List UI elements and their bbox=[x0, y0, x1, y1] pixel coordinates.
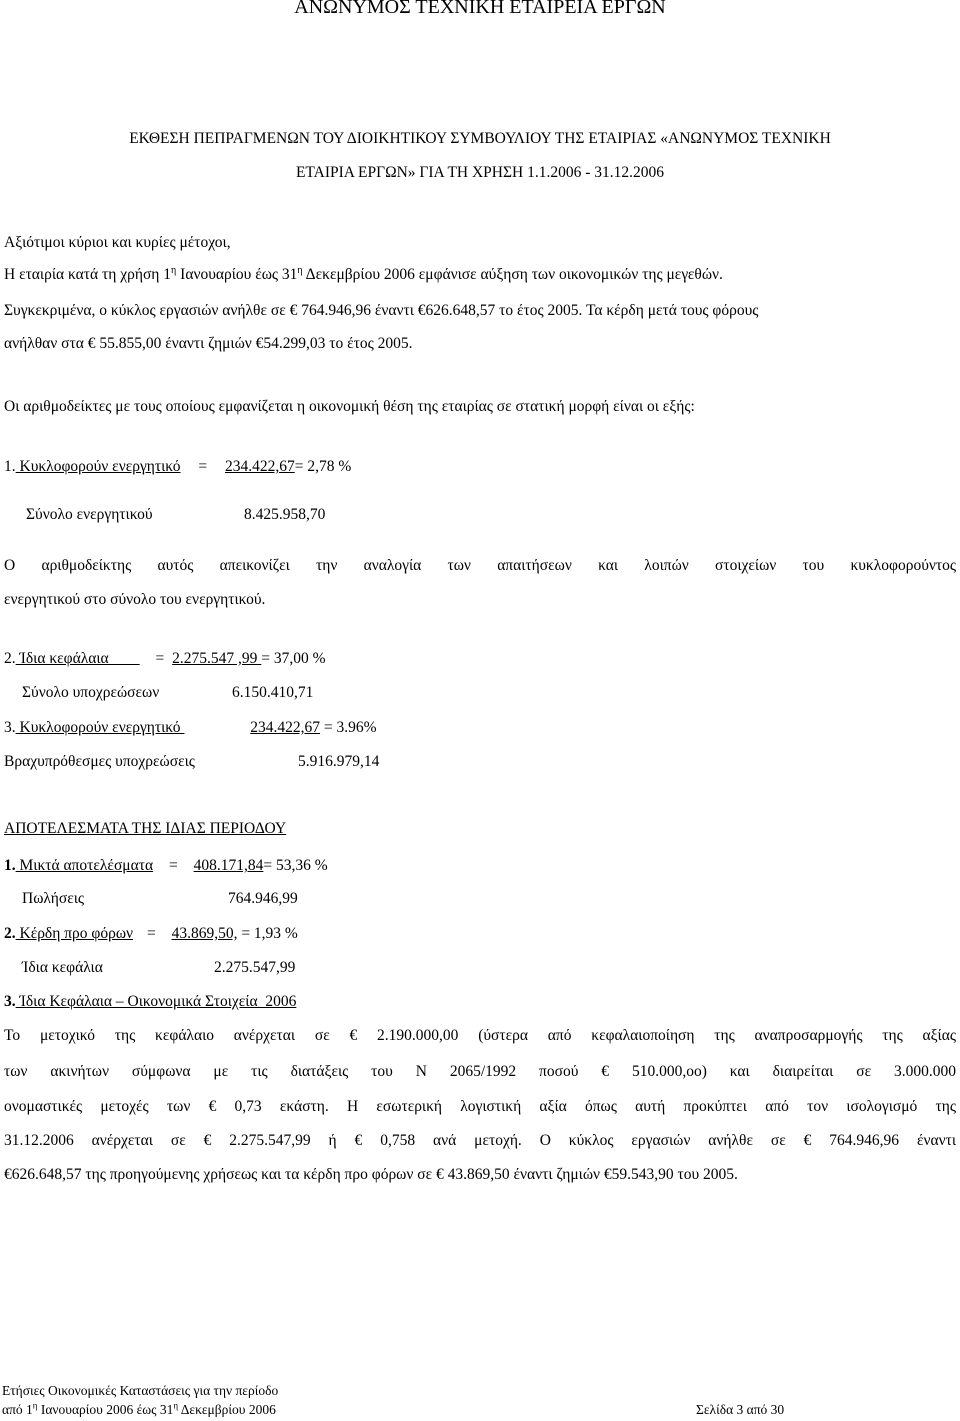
indicators-intro: Οι αριθμοδείκτες με τους οποίους εμφανίζεται η οικονομική θέση της εταιρίας σε στατική μορφή είναι οι εξής: bbox=[4, 398, 695, 415]
result2-denominator-value: 2.275.547,99 bbox=[214, 959, 296, 976]
final-paragraph-line2: των ακινήτων σύμφωνα με τις διατάξεις του Ν 2065/1992 ποσού € 510.000,οο) και διαιρείται σε 3.000.000 bbox=[4, 1063, 956, 1080]
ratio1-description-line2: ενεργητικού στο σύνολο του ενεργητικού. bbox=[4, 591, 266, 608]
ratio2-line: 2. Ίδια κεφάλαια = 2.275.547 ,99 = 37,00 % bbox=[4, 650, 326, 667]
ratio1-denominator-value: 8.425.958,70 bbox=[244, 506, 326, 523]
final-paragraph-line5: €626.648,57 της προηγούμενης χρήσεως και τα κέρδη προ φόρων σε € 43.869,50 έναντι ζημιών €59.543,90 του 2005. bbox=[4, 1166, 738, 1183]
footer-line1: Ετήσιες Οικονομικές Καταστάσεις για την περίοδο bbox=[2, 1383, 279, 1398]
footer-line2: από $1^\eta$ Ιανουαρίου 2006 έως $31^\eta$ Δεκεμβρίου 2006 bbox=[2, 1400, 276, 1417]
result1-denominator-value: 764.946,99 bbox=[228, 890, 298, 907]
report-title-line2: ΕΤΑΙΡΙΑ ΕΡΓΩΝ» ΓΙΑ ΤΗ ΧΡΗΣΗ 1.1.2006 - 31.12.2006 bbox=[295, 164, 665, 181]
greeting: Αξιότιμοι κύριοι και κυρίες μέτοχοι, bbox=[4, 234, 231, 251]
intro-line-4: ανήλθαν στα € 55.855,00 έναντι ζημιών €54.299,03 το έτος 2005. bbox=[4, 335, 413, 352]
intro-line-3: Συγκεκριμένα, ο κύκλος εργασιών ανήλθε σε € 764.946,96 έναντι €626.648,57 το έτος 2005. Τα κέρδη μετά τους φόρους bbox=[4, 302, 759, 319]
footer-page-number: Σελίδα 3 από 30 bbox=[696, 1402, 785, 1417]
result2-denominator-label: Ίδια κεφάλια bbox=[22, 959, 103, 976]
ratio1-line: 1. Κυκλοφορούν ενεργητικό = 234.422,67= 2,78 % bbox=[4, 458, 352, 475]
results-heading: ΑΠΟΤΕΛΕΣΜΑΤΑ ΤΗΣ ΙΔΙΑΣ ΠΕΡΙΟΔΟΥ bbox=[4, 820, 287, 837]
intro-line-2: Η εταιρία κατά τη χρήση $1^\eta$ Ιανουαρίου έως $31^\eta$ Δεκεμβρίου 2006 εμφάνισε αύξηση των οικονομικών της μεγεθών. bbox=[4, 264, 723, 283]
report-title-line1: ΕΚΘΕΣΗ ΠΕΠΡΑΓΜΕΝΩΝ ΤΟΥ ΔΙΟΙΚΗΤΙΚΟΥ ΣΥΜΒΟΥΛΙΟΥ ΤΗΣ ΕΤΑΙΡΙΑΣ «ΑΝΩΝΥΜΟΣ ΤΕΧΝΙΚΗ bbox=[129, 130, 831, 147]
ratio1-description-line1: Ο αριθμοδείκτης αυτός απεικονίζει την αναλογία των απαιτήσεων και λοιπών στοιχείων του κυκλοφορούντος bbox=[4, 557, 956, 574]
ratio3-denominator-value: 5.916.979,14 bbox=[298, 753, 380, 770]
final-paragraph-line3: ονομαστικές μετοχές των € 0,73 εκάστη. Η εσωτερική λογιστική αξία όπως αυτή προκύπτει από τον ισολογισμό της bbox=[4, 1098, 956, 1115]
ratio2-denominator-label: Σύνολο υποχρεώσεων bbox=[22, 684, 160, 701]
page-header-company: ΑΝΩΝΥΜΟΣ ΤΕΧΝΙΚΗ ΕΤΑΙΡΕΙΑ ΕΡΓΩΝ bbox=[294, 0, 666, 18]
ratio3-denominator-label: Βραχυπρόθεσμες υποχρεώσεις bbox=[4, 753, 195, 770]
final-paragraph-line1: Το μετοχικό της κεφάλαιο ανέρχεται σε € 2.190.000,00 (ύστερα από κεφαλαιοποίηση της αναπροσαρμογής της αξίας bbox=[4, 1027, 956, 1044]
ratio1-denominator-label: Σύνολο ενεργητικού bbox=[26, 506, 153, 523]
result3-heading: 3. Ίδια Κεφάλαια – Οικονομικά Στοιχεία 2006 bbox=[4, 993, 297, 1010]
ratio3-line: 3. Κυκλοφορούν ενεργητικό 234.422,67 = 3.96% bbox=[4, 719, 377, 736]
result1-denominator-label: Πωλήσεις bbox=[22, 890, 85, 907]
result1-line: 1. Μικτά αποτελέσματα = 408.171,84= 53,36 % bbox=[4, 857, 328, 874]
ratio2-denominator-value: 6.150.410,71 bbox=[232, 684, 314, 701]
final-paragraph-line4: 31.12.2006 ανέρχεται σε € 2.275.547,99 ή € 0,758 ανά μετοχή. Ο κύκλος εργασιών ανήλθε σε € 764.946,96 έναντι bbox=[4, 1132, 956, 1149]
result2-line: 2. Κέρδη προ φόρων = 43.869,50, = 1,93 % bbox=[4, 925, 298, 942]
